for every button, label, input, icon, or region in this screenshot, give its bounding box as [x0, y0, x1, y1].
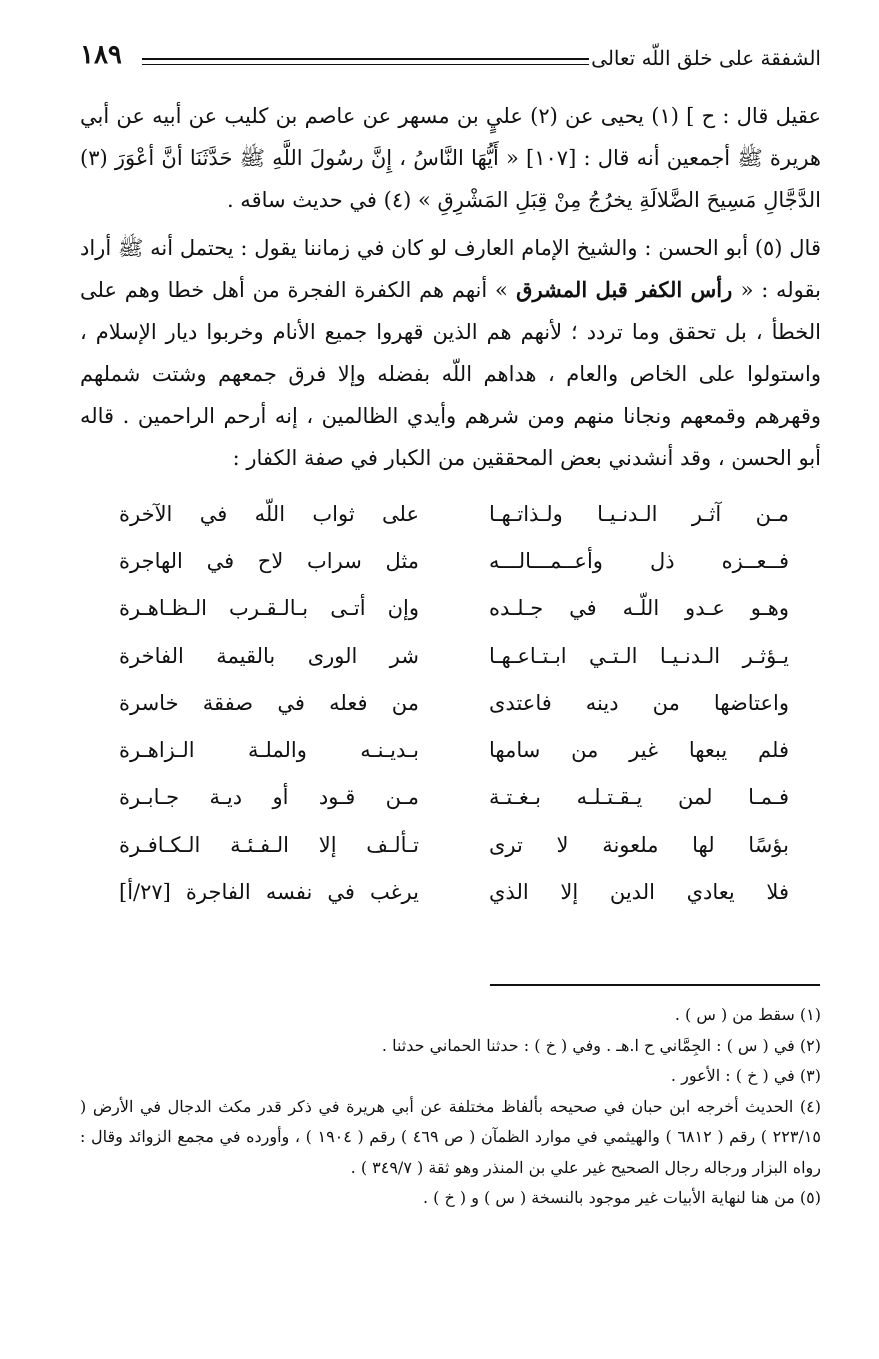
- verse-line: [119, 821, 789, 868]
- commentary-rest: » أنهم هم الكفرة الفجرة من أهل خطا وهم على الخطأ ، بل تحقق وما تردد ؛ لأنهم هم الذين قهروا جميع الأنام وخربوا ديار الإسلام ، واستولوا على الخاص والعام ، هداهم اللّه بفضله وإلا فرق جمعهم وشتت شملهم وقهرهم وقمعهم ونجانا منهم ومن شرهم وأيدي الظالمين ، إنه أرحم الراحمين . قاله أبو الحسن ، وقد أنشدني بعض المحققين من الكبار في صفة الكفار :: [80, 278, 821, 470]
- verse-line: [119, 537, 789, 584]
- page-number: ١٨٩: [80, 40, 122, 70]
- verse-second-hemistich: بـديـنـه والملـة الـزاهـرة: [119, 738, 419, 763]
- paragraph-commentary: [80, 227, 821, 479]
- footnote: (١) سقط من ( س ) .: [674, 1005, 821, 1024]
- main-text: [80, 95, 821, 479]
- running-header: [80, 40, 821, 80]
- verse-second-hemistich: على ثواب اللّه في الآخرة: [119, 501, 419, 526]
- verse-line: [119, 632, 789, 679]
- footnote-separator: [490, 984, 820, 986]
- paragraph-hadith: عقيل قال : ح ] (١) يحيى عن (٢) عليٍ بن مسهر عن عاصم بن كليب عن أبيه عن أبي هريرة ﷺ أجمعين أنه قال : [١٠٧] « أَيُّهَا النَّاسُ ، إِنَّ رسُولَ اللَّهِ ﷺ حَدَّثَنَا أنَّ أعْوَرَ (٣) الدَّجَّالِ مَسِيحَ الضَّلالَةِ يخرُجُ مِنْ قِبَلِ المَشْرِقِ » (٤) في حديث ساقه .: [80, 104, 821, 212]
- verse-line: [119, 585, 789, 632]
- footnotes: [80, 1000, 821, 1214]
- footnote: (٤) الحديث أخرجه ابن حبان في صحيحه بألفاظ مختلفة عن أبي هريرة في ذكر قدر مكث الدجال في الأرض ( ٢٢٣/١٥ ) رقم ( ٦٨١٢ ) والهيثمي في موارد الظمآن ( ص ٤٦٩ ) رقم ( ١٩٠٤ ) ، وأورده في مجمع الزوائد وقال : رواه البزار ورجاله رجال الصحيح غير علي بن المنذر وهو ثقة ( ٣٤٩/٧ ) .: [80, 1096, 822, 1177]
- verse-first-hemistich: وهـو عـدو اللّـه في جـلـده: [489, 596, 789, 621]
- footnote: (٣) في ( خ ) : الأعور .: [670, 1066, 821, 1085]
- verse-line: [119, 774, 789, 821]
- hadith-quote: رأس الكفر قبل المشرق: [507, 277, 741, 302]
- header-rule: [142, 58, 589, 65]
- verse-first-hemistich: واعتاضها من دينه فاعتدى: [489, 690, 789, 715]
- footnote: (٥) من هنا لنهاية الأبيات غير موجود بالنسخة ( س ) و ( خ ) .: [422, 1188, 821, 1207]
- header-title: الشفقة على خلق اللّه تعالى: [591, 46, 821, 70]
- verse-line: [119, 490, 789, 537]
- verse-first-hemistich: مـن آثـر الـدنـيـا ولـذاتـهـا: [489, 501, 789, 526]
- verse-first-hemistich: فلا يعادي الدين إلا الذي: [489, 880, 789, 905]
- footnote: (٢) في ( س ) : الجِمَّاني ح ا.هـ . وفي ( خ ) : حدثنا الحماني حدثنا .: [381, 1035, 821, 1055]
- verse-second-hemistich: من فعله في صفقة خاسرة: [119, 690, 419, 715]
- verse-first-hemistich: فلم يبعها غير من سامها: [489, 738, 789, 763]
- verse-first-hemistich: يـؤثـر الـدنـيـا الـتـي ابـتـاعـهـا: [489, 643, 789, 668]
- verse-line: [119, 868, 789, 915]
- verse-second-hemistich: شر الورى بالقيمة الفاخرة: [119, 643, 419, 668]
- verse-second-hemistich: يرغب في نفسه الفاجرة [٢٧/أ]: [119, 880, 419, 905]
- verse-second-hemistich: مثل سراب لاح في الهاجرة: [119, 548, 419, 573]
- poem: [119, 490, 789, 916]
- verse-first-hemistich: فــعــزه ذل وأعــمـــالـــه: [489, 548, 789, 573]
- verse-second-hemistich: مـن قـود أو ديـة جـابـرة: [119, 785, 419, 810]
- verse-line: [119, 679, 789, 726]
- verse-first-hemistich: فـمـا لمن يـقـتـلـه بـغـتـة: [489, 785, 789, 810]
- verse-second-hemistich: وإن أتـى بـالـقـرب الـظـاهـرة: [119, 596, 419, 621]
- verse-first-hemistich: بؤسًا لها ملعونة لا ترى: [489, 832, 789, 857]
- verse-second-hemistich: تـألـف إلا الـفـئـة الـكـافـرة: [119, 832, 419, 857]
- commentary-intro: قال (٥) أبو الحسن : والشيخ الإمام العارف لو كان في زماننا يقول : يحتمل أنه ﷺ أراد بقوله : «: [80, 236, 821, 302]
- verse-line: [119, 726, 789, 773]
